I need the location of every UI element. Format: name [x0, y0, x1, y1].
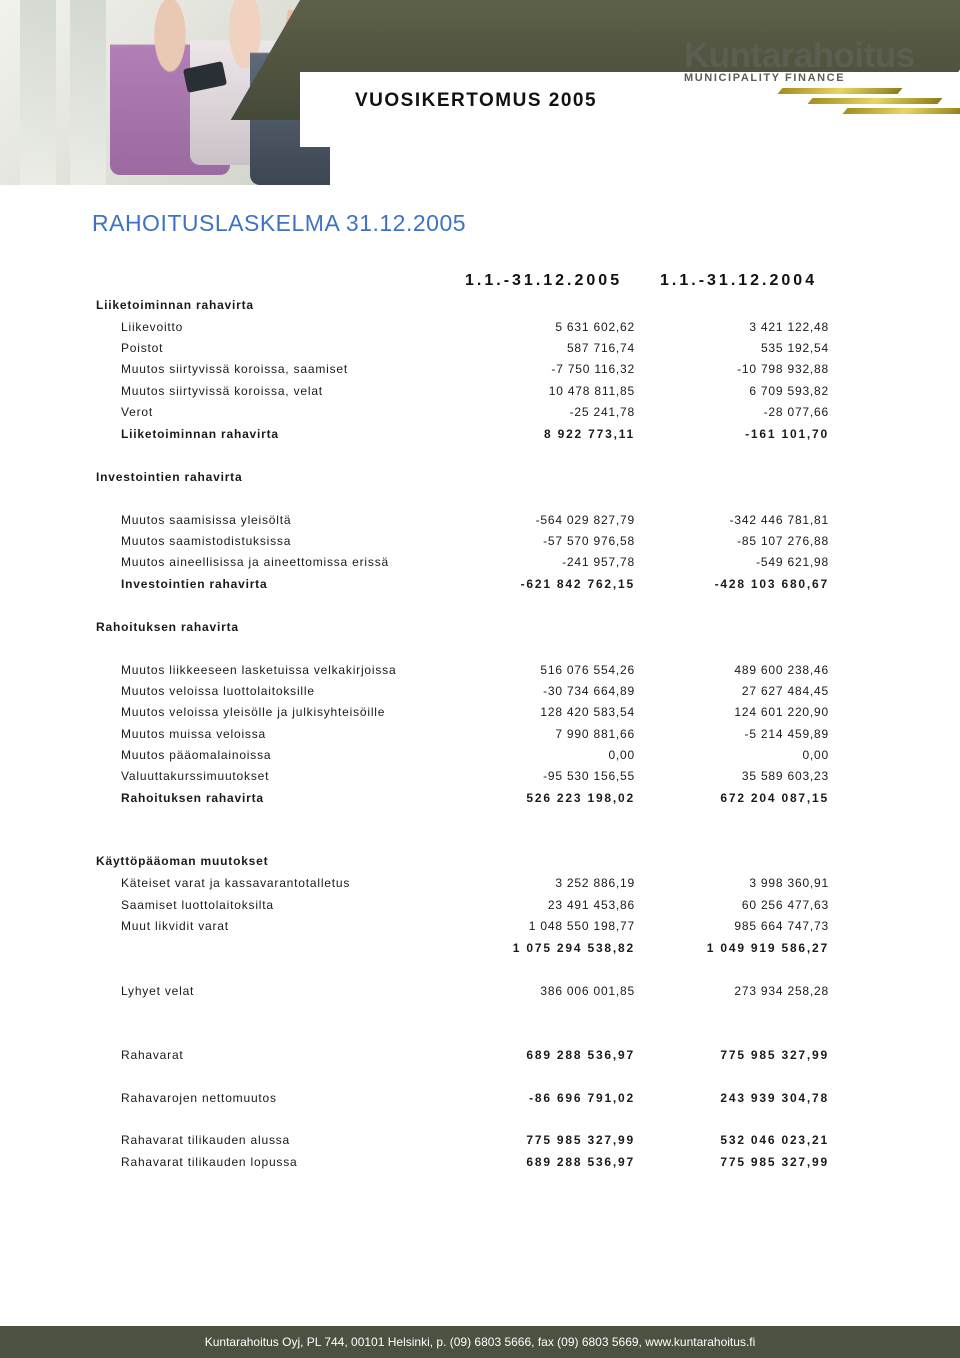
value-2005: -241 957,78 [562, 555, 635, 569]
row-label: Muutos saamisissa yleisöltä [121, 513, 292, 527]
company-logo [684, 38, 915, 84]
document-title: VUOSIKERTOMUS 2005 [355, 90, 598, 111]
row-label: Käteiset varat ja kassavarantotalletus [121, 876, 351, 890]
value-2005: -57 570 976,58 [543, 534, 635, 548]
total-row [0, 1048, 960, 1068]
row-label: Muutos veloissa luottolaitoksille [121, 684, 315, 698]
section-header [0, 620, 960, 640]
row-label: Muut likvidit varat [121, 919, 229, 933]
row-label: Muutos pääomalainoissa [121, 748, 272, 762]
table-row [0, 534, 960, 554]
value-2005: -621 842 762,15 [520, 577, 635, 591]
table-row [0, 876, 960, 896]
page-header [0, 0, 960, 185]
value-2004: 3 421 122,48 [749, 320, 829, 334]
total-row [0, 1091, 960, 1111]
value-2004: -85 107 276,88 [737, 534, 829, 548]
value-2004: 6 709 593,82 [749, 384, 829, 398]
row-label: Investointien rahavirta [96, 470, 243, 484]
column-header-2005: 1.1.-31.12.2005 [465, 272, 623, 289]
row-label: Saamiset luottolaitoksilta [121, 898, 274, 912]
value-2004: 532 046 023,21 [720, 1133, 829, 1147]
value-2005: 1 048 550 198,77 [528, 919, 635, 933]
value-2004: 243 939 304,78 [720, 1091, 829, 1105]
row-label: Muutos muissa veloissa [121, 727, 266, 741]
table-row [0, 748, 960, 768]
value-2004: -10 798 932,88 [737, 362, 829, 376]
row-label: Muutos veloissa yleisölle ja julkisyhteisöille [121, 705, 386, 719]
value-2005: 775 985 327,99 [526, 1133, 635, 1147]
value-2004: 0,00 [802, 748, 829, 762]
row-label: Valuuttakurssimuutokset [121, 769, 270, 783]
table-row [0, 362, 960, 382]
row-label: Rahavarat tilikauden alussa [121, 1133, 291, 1147]
table-row [0, 769, 960, 789]
row-label: Poistot [121, 341, 164, 355]
table-row [0, 663, 960, 683]
row-label: Rahoituksen rahavirta [96, 620, 239, 634]
table-row [0, 341, 960, 361]
value-2005: 526 223 198,02 [526, 791, 635, 805]
value-2004: -549 621,98 [756, 555, 829, 569]
value-2005: 3 252 886,19 [555, 876, 635, 890]
row-label: Rahoituksen rahavirta [121, 791, 264, 805]
row-label: Muutos liikkeeseen lasketuissa velkakirjoissa [121, 663, 397, 677]
row-label: Investointien rahavirta [121, 577, 268, 591]
value-2005: 0,00 [608, 748, 635, 762]
value-2004: 1 049 919 586,27 [706, 941, 829, 955]
value-2005: 587 716,74 [566, 341, 635, 355]
total-row [0, 1133, 960, 1153]
value-2004: 775 985 327,99 [720, 1048, 829, 1062]
value-2005: 689 288 536,97 [526, 1048, 635, 1062]
row-label: Rahavarat [121, 1048, 184, 1062]
value-2004: 35 589 603,23 [741, 769, 829, 783]
value-2004: 489 600 238,46 [734, 663, 829, 677]
value-2005: 128 420 583,54 [540, 705, 635, 719]
subtotal-row [0, 791, 960, 811]
value-2005: -30 734 664,89 [543, 684, 635, 698]
value-2004: -428 103 680,67 [714, 577, 829, 591]
logo-name: Kuntarahoitus [684, 36, 915, 75]
table-row [0, 984, 960, 1004]
table-row [0, 919, 960, 939]
row-label: Verot [121, 405, 154, 419]
value-2005: 23 491 453,86 [547, 898, 635, 912]
value-2004: 672 204 087,15 [720, 791, 829, 805]
section-header [0, 298, 960, 318]
value-2004: 273 934 258,28 [734, 984, 829, 998]
value-2004: 775 985 327,99 [720, 1155, 829, 1169]
row-label: Muutos siirtyvissä koroissa, saamiset [121, 362, 348, 376]
table-row [0, 555, 960, 575]
value-2004: -5 214 459,89 [744, 727, 829, 741]
value-2005: -564 029 827,79 [535, 513, 635, 527]
row-label: Muutos aineellisissa ja aineettomissa erissä [121, 555, 389, 569]
value-2004: 124 601 220,90 [734, 705, 829, 719]
table-row [0, 705, 960, 725]
table-row [0, 898, 960, 918]
row-label: Muutos siirtyvissä koroissa, velat [121, 384, 323, 398]
page-footer: Kuntarahoitus Oyj, PL 744, 00101 Helsinki, p. (09) 6803 5666, fax (09) 6803 5669, www.kuntarahoitus.fi [0, 1326, 960, 1358]
subtotal-row [0, 577, 960, 597]
value-2004: -342 446 781,81 [729, 513, 829, 527]
report-title: RAHOITUSLASKELMA 31.12.2005 [92, 210, 467, 236]
logo-stripes [750, 82, 960, 122]
column-header-2004: 1.1.-31.12.2004 [660, 272, 818, 289]
section-header [0, 470, 960, 490]
value-2005: -95 530 156,55 [543, 769, 635, 783]
value-2005: 10 478 811,85 [548, 384, 635, 398]
value-2005: -86 696 791,02 [529, 1091, 635, 1105]
logo-subtitle: MUNICIPALITY FINANCE [684, 72, 846, 84]
value-2004: 3 998 360,91 [749, 876, 829, 890]
row-label: Lyhyet velat [121, 984, 195, 998]
row-label: Liiketoiminnan rahavirta [121, 427, 279, 441]
value-2004: -28 077,66 [763, 405, 829, 419]
row-label: Rahavarat tilikauden lopussa [121, 1155, 298, 1169]
subtotal-row [0, 941, 960, 961]
value-2005: 516 076 554,26 [540, 663, 635, 677]
window-decor [70, 0, 106, 185]
value-2005: 1 075 294 538,82 [512, 941, 635, 955]
value-2005: 386 006 001,85 [540, 984, 635, 998]
window-decor [20, 0, 56, 185]
row-label: Liiketoiminnan rahavirta [96, 298, 254, 312]
row-label: Liikevoitto [121, 320, 184, 334]
section-header [0, 854, 960, 874]
value-2004: 535 192,54 [760, 341, 829, 355]
value-2004: 27 627 484,45 [741, 684, 829, 698]
table-row [0, 513, 960, 533]
value-2004: -161 101,70 [745, 427, 829, 441]
value-2005: 8 922 773,11 [543, 427, 635, 441]
table-row [0, 320, 960, 340]
value-2004: 60 256 477,63 [741, 898, 829, 912]
total-row [0, 1155, 960, 1175]
value-2005: 689 288 536,97 [526, 1155, 635, 1169]
row-label: Rahavarojen nettomuutos [121, 1091, 277, 1105]
value-2005: 5 631 602,62 [555, 320, 635, 334]
value-2005: -25 241,78 [569, 405, 635, 419]
subtotal-row [0, 427, 960, 447]
value-2004: 985 664 747,73 [734, 919, 829, 933]
row-label: Muutos saamistodistuksissa [121, 534, 292, 548]
table-row [0, 405, 960, 425]
table-row [0, 384, 960, 404]
value-2005: 7 990 881,66 [555, 727, 635, 741]
table-row [0, 727, 960, 747]
table-row [0, 684, 960, 704]
row-label: Käyttöpääoman muutokset [96, 854, 269, 868]
value-2005: -7 750 116,32 [551, 362, 635, 376]
